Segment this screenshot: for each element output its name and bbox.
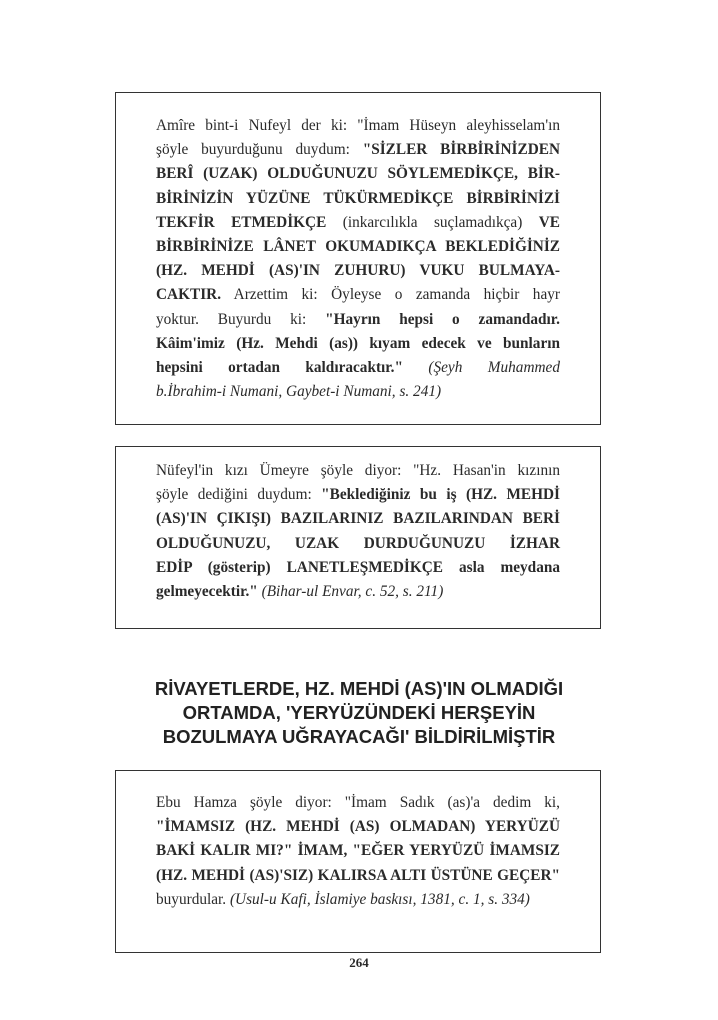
body-text: Ebu Hamza şöyle diyor: "İmam Sadık (as)'a dedim ki, <box>156 794 560 811</box>
emphasized-text: BERÎ (UZAK) OLDUĞUNUZU SÖYLEMEDİKÇE, BİR- <box>156 165 560 183</box>
emphasized-text: (HZ. MEHDİ (AS)'IN ZUHURU) VUKU BULMAYA- <box>156 262 560 280</box>
quote-box-2 <box>115 446 601 629</box>
heading-line: ORTAMDA, 'YERYÜZÜNDEKİ HERŞEYİN <box>182 702 536 723</box>
text-line <box>156 532 560 556</box>
citation-text: (Usul-u Kafi, İslamiye baskısı, 1381, c. 1, s. 334) <box>229 890 530 908</box>
body-text: şöyle buyurduğunu duydum: <box>156 141 363 159</box>
emphasized-text: "İMAMSIZ (HZ. MEHDİ (AS) OLMADAN) YERYÜZÜ <box>156 818 560 836</box>
text-line <box>156 308 560 332</box>
citation-text: b.İbrahim-i Numani, Gaybet-i Numani, s. 241) <box>156 383 442 401</box>
text-line <box>156 259 560 283</box>
heading-line: RİVAYETLERDE, HZ. MEHDİ (AS)'IN OLMADIĞI <box>154 678 564 699</box>
text-line <box>156 459 560 483</box>
emphasized-text: TEKFİR ETMEDİKÇE <box>156 213 327 231</box>
text-line <box>156 356 560 380</box>
quote-box-1 <box>115 92 601 425</box>
quote-text <box>156 459 560 604</box>
emphasized-text: OLDUĞUNUZU, UZAK DURDUĞUNUZU İZHAR <box>156 534 560 552</box>
page-number: 264 <box>349 955 369 970</box>
text-line <box>156 235 560 259</box>
text-line <box>156 380 560 404</box>
emphasized-text: VE <box>538 213 560 231</box>
emphasized-text: Kâim'imiz (Hz. Mehdi (as)) kıyam edecek ve bunların <box>156 334 560 352</box>
emphasized-text: BAKİ KALIR MI?" İMAM, "EĞER YERYÜZÜ İMAMSIZ <box>156 842 560 860</box>
emphasized-text: EDİP (gösterip) LANETLEŞMEDİKÇE asla meydana <box>156 558 560 576</box>
body-text: (inkarcılıkla suçlamadıkça) <box>326 213 539 231</box>
body-text: yoktur. Buyurdu ki: <box>156 310 326 328</box>
body-text: Nüfeyl'in kızı Ümeyre şöyle diyor: "Hz. Hasan'in kızının <box>156 462 560 479</box>
text-line <box>156 839 560 863</box>
text-line <box>156 791 560 815</box>
emphasized-text: BİRBİRİNİZE LÂNET OKUMADIKÇA BEKLEDİĞİNİZ <box>156 237 560 255</box>
body-text: Amîre bint-i Nufeyl der ki: "İmam Hüseyn aleyhisselam'ın <box>156 117 560 134</box>
emphasized-text: BİRİNİZİN YÜZÜNE TÜKÜRMEDİKÇE BİRBİRİNİZİ <box>156 189 560 207</box>
emphasized-text: hepsini ortadan kaldıracaktır." <box>156 358 403 376</box>
body-text: buyurdular. <box>156 890 230 908</box>
text-line <box>156 162 560 186</box>
text-line <box>156 864 560 888</box>
quote-text <box>156 114 560 404</box>
emphasized-text: "Beklediğiniz bu iş (HZ. MEHDİ <box>321 486 560 504</box>
emphasized-text: "Hayrın hepsi o zamandadır. <box>325 310 560 328</box>
body-text: şöyle dediğini duydum: <box>156 486 322 504</box>
text-line <box>156 483 560 507</box>
text-line <box>156 283 560 307</box>
text-line <box>156 114 560 138</box>
emphasized-text: CAKTIR. <box>156 286 222 304</box>
text-line <box>156 332 560 356</box>
text-line <box>156 888 560 912</box>
text-line <box>156 507 560 531</box>
text-line <box>156 815 560 839</box>
emphasized-text: (AS)'IN ÇIKIŞI) BAZILARINIZ BAZILARINDAN BERİ <box>156 510 560 528</box>
emphasized-text: "SİZLER BİRBİRİNİZDEN <box>362 141 561 159</box>
quote-text <box>156 791 560 912</box>
body-text: Arzettim ki: Öyleyse o zamanda hiçbir hayr <box>221 286 560 304</box>
text-line <box>156 187 560 211</box>
emphasized-text: gelmeyecektir." <box>156 582 258 600</box>
citation-text: (Şeyh Muhammed <box>403 358 560 376</box>
citation-text: (Bihar-ul Envar, c. 52, s. 211) <box>257 582 444 600</box>
heading-line: BOZULMAYA UĞRAYACAĞI' BİLDİRİLMİŞTİR <box>162 726 556 747</box>
emphasized-text: (HZ. MEHDİ (AS)'SIZ) KALIRSA ALTI ÜSTÜNE GEÇER" <box>156 866 560 884</box>
text-line <box>156 138 560 162</box>
text-line <box>156 580 560 604</box>
quote-box-3 <box>115 770 601 953</box>
section-heading <box>100 677 618 749</box>
text-line <box>156 211 560 235</box>
text-line <box>156 556 560 580</box>
